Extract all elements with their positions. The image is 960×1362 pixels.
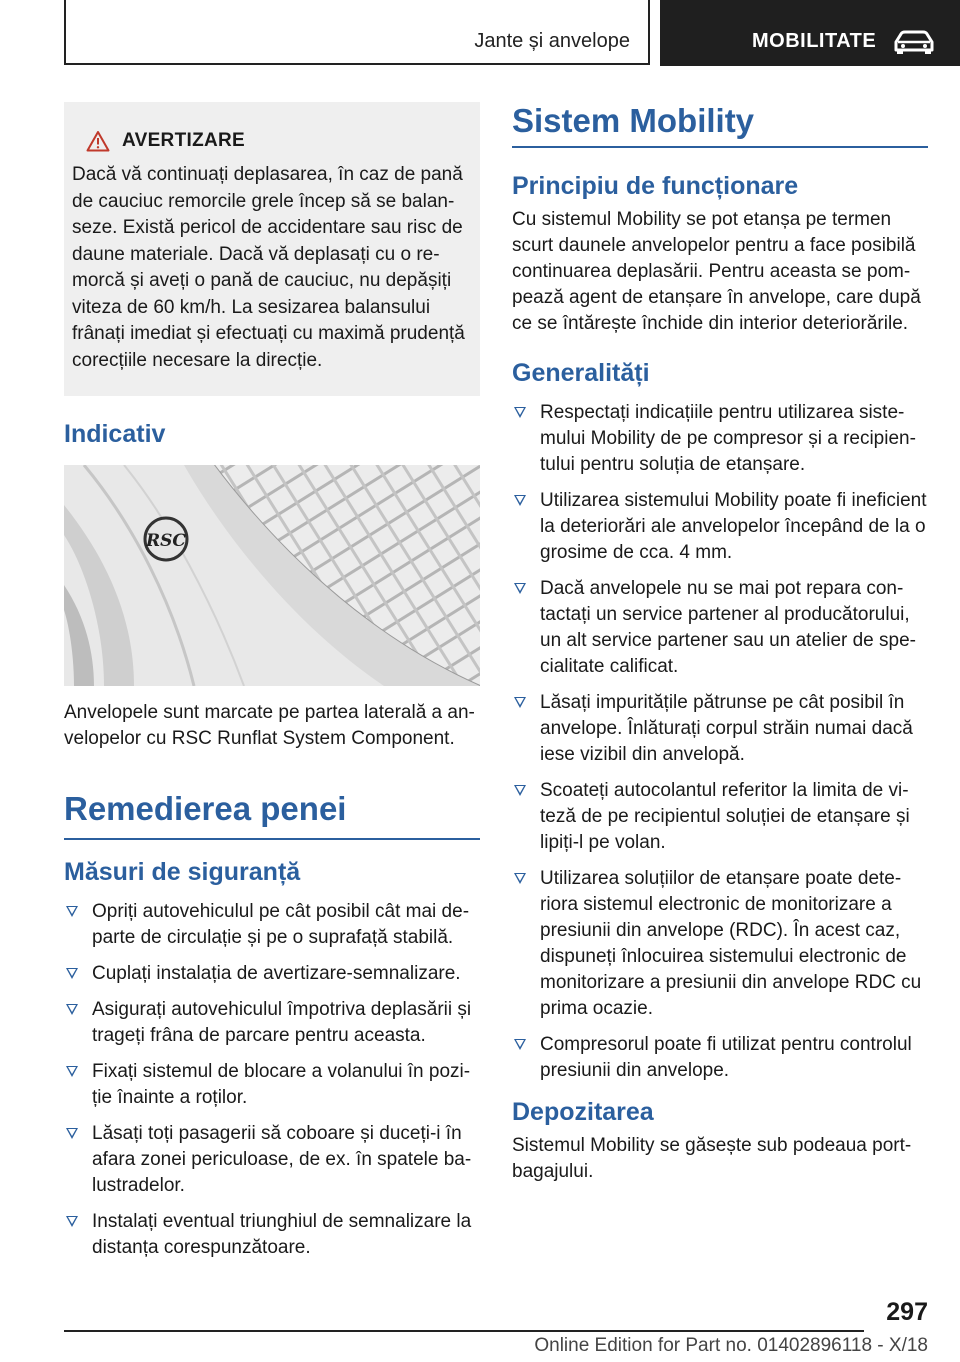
principiu-heading: Principiu de funcționare	[512, 171, 799, 200]
generalitati-heading: Generalități	[512, 358, 650, 387]
header-divider	[648, 0, 650, 65]
page-number: 297	[886, 1298, 928, 1326]
list-item: Asigurați autovehiculul împotriva deplasării și trageți frâna de parcare pentru aceasta.	[64, 997, 480, 1049]
bullet-triangle-icon	[514, 873, 526, 884]
warning-box	[64, 102, 480, 396]
sistem-heading: Sistem Mobility	[512, 102, 755, 139]
list-item: Scoateți autocolantul referitor la limita de viteză de pe recipientul soluției de etanșare și lipiți-l pe volan.	[512, 778, 928, 856]
header-chapter-tab	[660, 0, 960, 66]
indicativ-text: Anvelopele sunt marcate pe partea laterală a anvelopelor cu RSC Runflat System Component.	[64, 702, 475, 749]
warning-header	[86, 130, 472, 152]
masuri-heading: Măsuri de siguranță	[64, 857, 301, 886]
list-item: Compresorul poate fi utilizat pentru controlul presiunii din anvelope.	[512, 1032, 928, 1084]
car-icon	[892, 28, 936, 54]
list-item: Lăsați toți pasagerii să coboare și duceți-i în afara zonei periculoase, de ex. în spatele balustradelor.	[64, 1121, 480, 1199]
bullet-triangle-icon	[514, 785, 526, 796]
generalitati-list	[512, 400, 928, 1084]
bullet-triangle-icon	[514, 697, 526, 708]
depozitarea-heading: Depozitarea	[512, 1097, 654, 1126]
header-chapter-label: MOBILITATE	[752, 30, 877, 52]
bullet-triangle-icon	[66, 1066, 78, 1077]
indicativ-heading: Indicativ	[64, 420, 166, 448]
list-item: Instalați eventual triunghiul de semnalizare la distanța corespunzătoare.	[64, 1209, 480, 1261]
header-bottom-border	[64, 63, 650, 65]
right-column	[512, 102, 928, 1185]
footer-rule	[64, 1330, 864, 1332]
bullet-triangle-icon	[66, 1004, 78, 1015]
rsc-marking: RSC	[146, 531, 186, 551]
sistem-rule	[512, 146, 928, 148]
remedierea-rule	[64, 838, 480, 840]
bullet-triangle-icon	[514, 583, 526, 594]
header-section-title: Jante și anvelope	[474, 30, 630, 52]
list-item: Respectați indicațiile pentru utilizarea sistemului Mobility de pe compresor și a recipientului pentru soluția de etanșare.	[512, 400, 928, 478]
bullet-triangle-icon	[66, 1128, 78, 1139]
left-column	[64, 102, 480, 1271]
bullet-triangle-icon	[66, 968, 78, 979]
footer-edition: Online Edition for Part no. 01402896118 - X/18	[534, 1335, 928, 1356]
bullet-triangle-icon	[514, 1039, 526, 1050]
list-item: Opriți autovehiculul pe cât posibil cât mai departe de circulație și pe o suprafață stabilă.	[64, 899, 480, 951]
warning-title: AVERTIZARE	[122, 130, 245, 151]
bullet-triangle-icon	[514, 495, 526, 506]
warning-triangle-icon	[86, 130, 110, 152]
masuri-list	[64, 899, 480, 1261]
list-item: Utilizarea sistemului Mobility poate fi ineficient la deteriorări ale anvelopelor începând de la o grosime de cca. 4 mm.	[512, 488, 928, 566]
warning-text: Dacă vă continuați deplasarea, în caz de pană de cauciuc remorcile grele încep să se balanseze. Există pericol de accidentare sau risc de daune materiale. Dacă vă deplasați cu o remorcă și aveți o pană de cauciuc, nu depășiți viteza de 60 km/h. La sesizarea balansului frânați imediat și efectuați cu maximă prudență corecțiile necesare la direcție.	[72, 164, 465, 371]
bullet-triangle-icon	[66, 1216, 78, 1227]
list-item: Dacă anvelopele nu se mai pot repara contactați un service partener al producătorului, un alt service partener sau un atelier de specialitate calificat.	[512, 576, 928, 680]
list-item: Fixați sistemul de blocare a volanului în poziție înainte a roților.	[64, 1059, 480, 1111]
remedierea-heading: Remedierea penei	[64, 790, 347, 827]
list-item: Utilizarea soluțiilor de etanșare poate deteriora sistemul electronic de monitorizare a presiunii din anvelope (RDC). În acest caz, dispuneți înlocuirea sistemului electronic de monitorizare a presiunii din anvelope RDC cu prima ocazie.	[512, 866, 928, 1022]
tire-sidewall-image	[64, 465, 480, 686]
bullet-triangle-icon	[514, 407, 526, 418]
header-left-border	[64, 0, 66, 64]
depozitarea-text: Sistemul Mobility se găsește sub podeaua portbagajului.	[512, 1134, 912, 1182]
list-item: Cuplați instalația de avertizare-semnalizare.	[64, 961, 480, 987]
list-item: Lăsați impuritățile pătrunse pe cât posibil în anvelope. Înlăturați corpul străin numai dacă iese vizibil din anvelopă.	[512, 690, 928, 768]
principiu-text: Cu sistemul Mobility se pot etanșa pe termen scurt daunele anvelopelor pentru a face posibilă continuarea deplasării. Pentru aceasta se pompează agent de etanșare în anvelope, care după ce se întărește închide din interior deteriorările.	[512, 208, 921, 334]
bullet-triangle-icon	[66, 906, 78, 917]
